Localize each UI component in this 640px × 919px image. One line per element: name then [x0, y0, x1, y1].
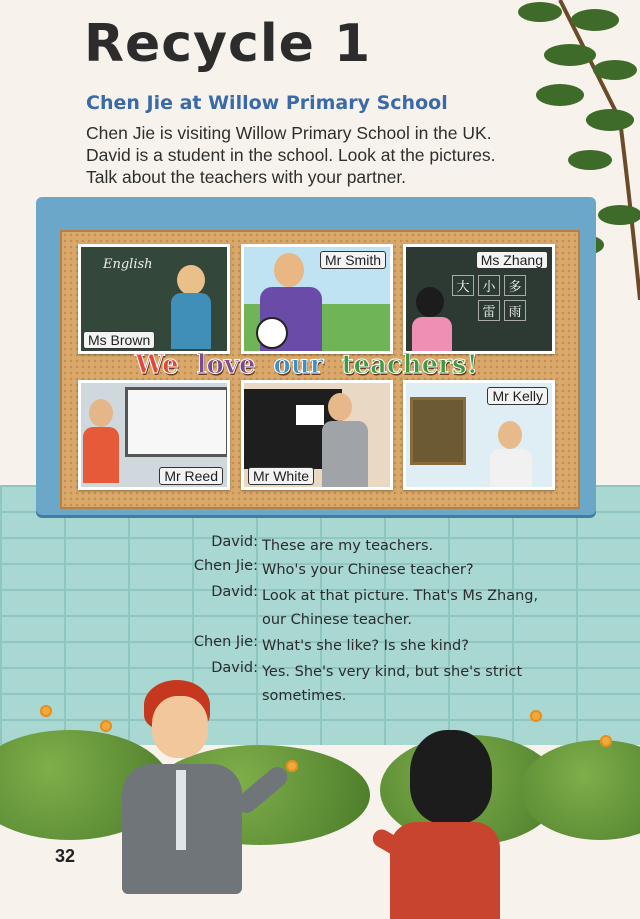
chen-jie-sweater	[390, 822, 500, 919]
dialogue-line	[0, 534, 562, 558]
mr-reed-body	[83, 427, 119, 483]
speech-line: Yes. She's very kind, but she's strict	[262, 664, 523, 680]
name-tag: Ms Brown	[83, 331, 155, 349]
mr-kelly-head	[498, 421, 522, 449]
speech-line: These are my teachers.	[262, 538, 434, 554]
banner-word: teachers!	[341, 350, 478, 380]
flower	[40, 705, 52, 717]
english-label: English	[103, 257, 153, 272]
dialogue-line	[0, 634, 562, 658]
speaker-label: David:	[211, 660, 258, 676]
photo-mr-white	[241, 380, 393, 490]
flower	[530, 710, 542, 722]
speech-line: Look at that picture. That's Ms Zhang,	[262, 588, 539, 604]
david-character	[112, 680, 292, 919]
we-love-our-teachers-banner	[135, 350, 478, 380]
banner-word: love	[196, 350, 256, 380]
mr-smith-head	[274, 253, 304, 287]
ms-zhang-body	[412, 317, 452, 351]
screen-icon	[125, 387, 229, 457]
lesson-subtitle: Chen Jie at Willow Primary School	[86, 92, 448, 114]
dialogue-line	[0, 558, 562, 582]
mr-white-body	[322, 421, 368, 487]
speaker-label: Chen Jie:	[193, 558, 258, 574]
speaker-label: Chen Jie:	[193, 634, 258, 650]
chen-jie-character	[370, 730, 510, 919]
photo-mr-smith	[241, 244, 393, 354]
speech-text	[262, 558, 562, 582]
chinese-characters	[452, 275, 526, 321]
ms-zhang-head	[416, 287, 444, 317]
chen-jie-hair	[410, 730, 492, 824]
intro-line: Chen Jie is visiting Willow Primary School in the UK.	[86, 123, 492, 143]
name-tag: Mr White	[248, 467, 314, 485]
banner-word: We	[135, 350, 179, 380]
name-tag: Mr Smith	[320, 251, 386, 269]
mr-reed-head	[89, 399, 113, 427]
dialogue-line	[0, 584, 562, 632]
intro-line: David is a student in the school. Look at the pictures.	[86, 145, 496, 165]
ms-brown-body	[171, 293, 211, 349]
page-number: 32	[55, 846, 76, 866]
chinese-char: 大	[452, 275, 474, 296]
mona-lisa-painting	[410, 397, 466, 465]
name-tag: Mr Reed	[159, 467, 223, 485]
david-tie	[176, 770, 186, 850]
photo-ms-brown	[78, 244, 230, 354]
photo-mr-kelly	[403, 380, 555, 490]
flower	[100, 720, 112, 732]
page-title: Recycle 1	[84, 14, 372, 74]
ms-brown-figure	[177, 265, 205, 295]
david-face	[152, 696, 208, 758]
flower	[600, 735, 612, 747]
soccer-ball-icon	[256, 317, 288, 349]
speech-text	[262, 584, 562, 632]
chinese-char: 雷	[478, 300, 500, 321]
banner-word: our	[273, 350, 324, 380]
speaker-label: David:	[211, 584, 258, 600]
speech-line: our Chinese teacher.	[262, 612, 412, 628]
speech-text	[262, 634, 562, 658]
chinese-char: 多	[504, 275, 526, 296]
sheet-music	[296, 405, 324, 425]
name-tag: Ms Zhang	[476, 251, 548, 269]
speech-text	[262, 660, 562, 708]
intro-line: Talk about the teachers with your partner.	[86, 167, 407, 187]
intro-text	[86, 122, 576, 188]
chinese-char: 雨	[504, 300, 526, 321]
speech-line: What's she like? Is she kind?	[262, 638, 469, 654]
chinese-char: 小	[478, 275, 500, 296]
speaker-label: David:	[211, 534, 258, 550]
speech-line: sometimes.	[262, 688, 347, 704]
speech-text	[262, 534, 562, 558]
name-tag: Mr Kelly	[487, 387, 548, 405]
mr-kelly-body	[490, 449, 532, 487]
photo-ms-zhang	[403, 244, 555, 354]
speech-line: Who's your Chinese teacher?	[262, 562, 474, 578]
mr-white-head	[328, 393, 352, 421]
photo-mr-reed	[78, 380, 230, 490]
